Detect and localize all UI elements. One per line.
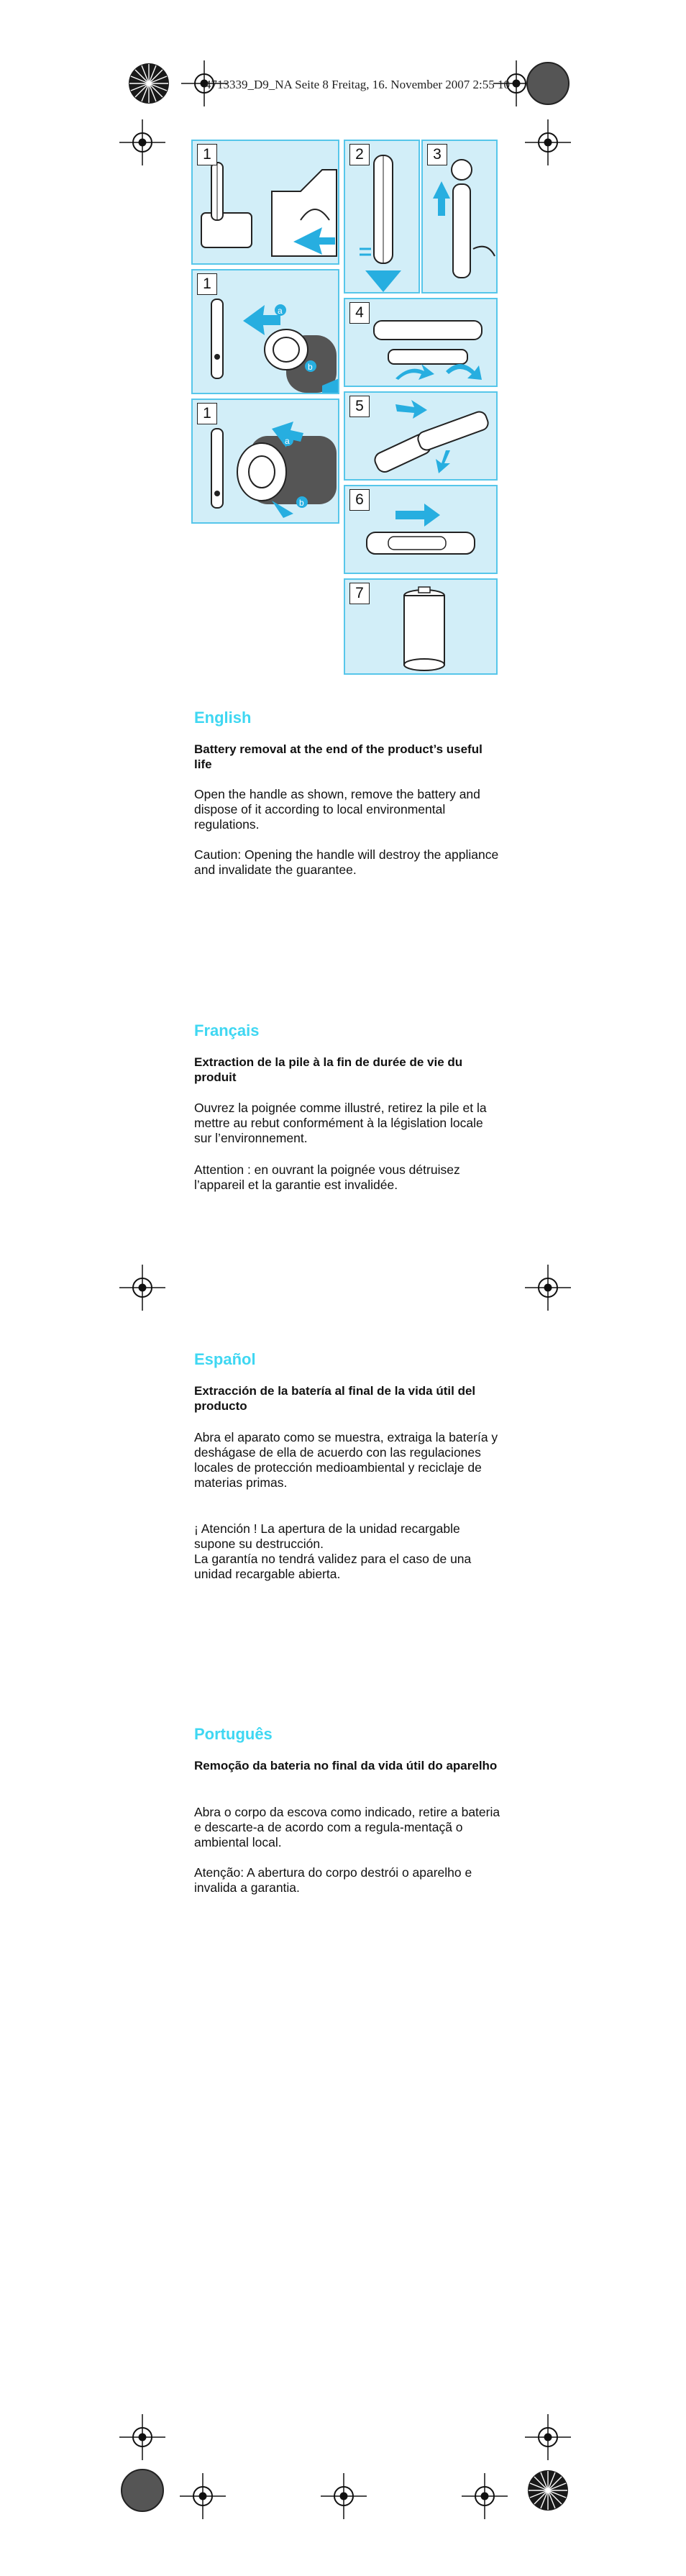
subtitle-espanol: Extracción de la batería al final de la vida útil del producto [194, 1384, 476, 1413]
star-target-bottom-right-icon [528, 2470, 568, 2511]
figure-number: 5 [349, 396, 370, 417]
section-title-francais: Français [194, 1021, 260, 1039]
registration-mark-right-bottom-icon [525, 2414, 571, 2460]
section-title-espanol: Español [194, 1350, 256, 1368]
paragraph-english-instructions: Open the handle as shown, remove the battery and dispose of it according to local environmental regulations. [194, 787, 480, 832]
grey-target-top-right-icon [527, 63, 569, 104]
paragraph-english-caution: Caution: Opening the handle will destroy the appliance and invalidate the guarantee. [194, 847, 499, 877]
figure-number: 7 [349, 583, 370, 604]
registration-mark-right-top-icon [525, 119, 571, 165]
registration-mark-left-middle-icon [119, 1265, 165, 1311]
figure-6 [344, 485, 498, 574]
figure-number: 4 [349, 302, 370, 324]
figure-2 [344, 140, 420, 293]
paragraph-portugues-instructions: Abra o corpo da escova como indicado, retire a bateria e descarte-a de acordo com a regula-mentaçã o ambiental local. [194, 1805, 500, 1849]
registration-mark-right-middle-icon [525, 1265, 571, 1311]
figure-number: 2 [349, 144, 370, 165]
registration-mark-left-bottom-icon [119, 2414, 165, 2460]
section-title-english: English [194, 709, 252, 727]
figure-number: 1 [197, 273, 217, 295]
arrow-label-a: a [278, 306, 283, 316]
arrow-label-b: b [308, 362, 313, 372]
paragraph-espanol-caution-1: ¡ Atención ! La apertura de la unidad recargable supone su destrucción. [194, 1521, 460, 1551]
star-target-top-left-icon [129, 63, 169, 104]
figure-3 [421, 140, 498, 293]
figure-number: 6 [349, 489, 370, 511]
figure-number: 1 [197, 144, 217, 165]
figure-number: 1 [197, 403, 217, 424]
figure-number: 3 [427, 144, 447, 165]
section-title-portugues: Português [194, 1725, 273, 1743]
paragraph-francais-instructions: Ouvrez la poignée comme illustré, retirez la pile et la mettre au rebut conformément à la législation locale sur l’environnement. [194, 1101, 487, 1145]
registration-mark-bottom-left-icon [180, 2473, 226, 2519]
figure-1b [191, 269, 339, 394]
figure-5 [344, 391, 498, 481]
subtitle-francais: Extraction de la pile à la fin de durée de vie du produit [194, 1055, 463, 1084]
registration-mark-bottom-center-icon [321, 2473, 367, 2519]
grey-target-bottom-left-icon [122, 2470, 163, 2511]
registration-mark-left-top-icon [119, 119, 165, 165]
paragraph-espanol-caution-2: La garantía no tendrá validez para el caso de una unidad recargable abierta. [194, 1552, 472, 1581]
registration-mark-bottom-right-icon [462, 2473, 508, 2519]
print-header: 4713339_D9_NA Seite 8 Freitag, 16. November 2007 2:55 10 [205, 78, 511, 91]
paragraph-portugues-caution: Atenção: A abertura do corpo destrói o aparelho e invalida a garantia. [194, 1865, 472, 1895]
figure-1c [191, 399, 339, 524]
subtitle-english: Battery removal at the end of the product’s useful life [194, 742, 483, 771]
subtitle-portugues: Remoção da bateria no final da vida útil do aparelho [194, 1759, 498, 1772]
paragraph-francais-caution: Attention : en ouvrant la poignée vous détruisez l’appareil et la garantie est invalidée. [194, 1162, 460, 1192]
paragraph-espanol-instructions: Abra el aparato como se muestra, extraiga la batería y deshágase de ella de acuerdo con las regulaciones locales de protección medioambiental y reciclaje de materias primas. [194, 1430, 498, 1490]
figure-4 [344, 298, 498, 387]
figure-1a [191, 140, 339, 265]
arrow-label-a: a [285, 436, 290, 446]
figure-7 [344, 578, 498, 675]
arrow-label-b: b [299, 498, 304, 508]
